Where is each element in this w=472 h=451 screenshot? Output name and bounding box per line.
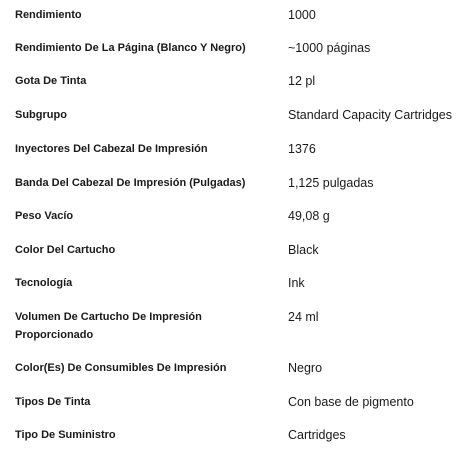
spec-label: Color Del Cartucho <box>15 244 116 256</box>
spec-value: Negro <box>288 361 323 375</box>
spec-value: Black <box>288 243 319 257</box>
spec-value: Standard Capacity Cartridges <box>288 108 452 122</box>
spec-label: Gota De Tinta <box>15 75 87 87</box>
spec-label: Tecnología <box>15 277 73 289</box>
spec-value: Con base de pigmento <box>288 395 414 409</box>
spec-value: 1000 <box>288 8 316 22</box>
spec-label: Volumen De Cartucho De Impresión Proporcionado <box>15 311 202 341</box>
spec-label: Banda Del Cabezal De Impresión (Pulgadas) <box>15 177 246 189</box>
spec-label: Color(Es) De Consumibles De Impresión <box>15 362 227 374</box>
spec-value: 24 ml <box>288 310 319 324</box>
spec-label: Subgrupo <box>15 109 67 121</box>
spec-value: ~1000 páginas <box>288 41 371 55</box>
spec-value: 1,125 pulgadas <box>288 176 374 190</box>
spec-label: Peso Vacío <box>15 210 74 222</box>
spec-label: Rendimiento De La Página (Blanco Y Negro) <box>15 42 246 54</box>
spec-value: Ink <box>288 276 305 290</box>
spec-label: Tipos De Tinta <box>15 396 91 408</box>
spec-value: 12 pl <box>288 74 316 88</box>
spec-value: 49,08 g <box>288 209 330 223</box>
spec-label: Inyectores Del Cabezal De Impresión <box>15 143 208 155</box>
spec-value: 1376 <box>288 142 316 156</box>
spec-label: Tipo De Suministro <box>15 429 116 441</box>
spec-label: Rendimiento <box>15 9 82 21</box>
spec-value: Cartridges <box>288 428 346 442</box>
